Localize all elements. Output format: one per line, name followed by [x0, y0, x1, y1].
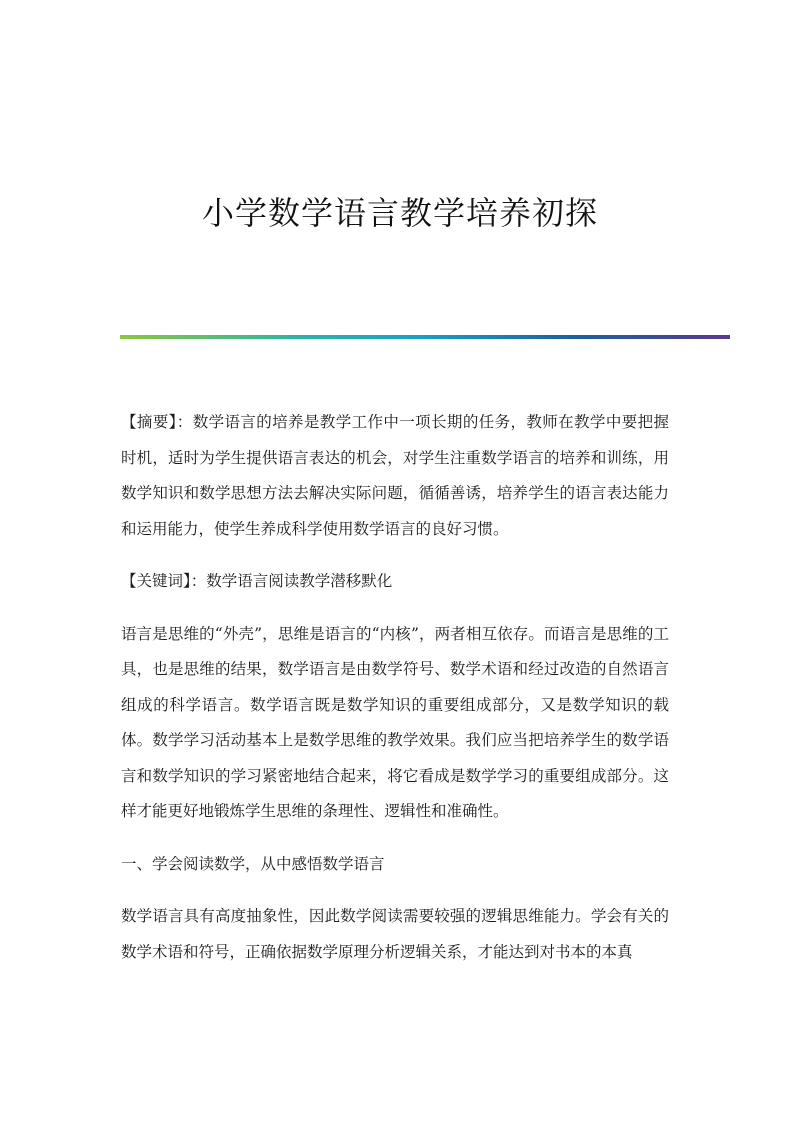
document-title: 小学数学语言教学培养初探 [201, 194, 598, 232]
gradient-divider [120, 335, 730, 339]
section-paragraph: 数学语言具有高度抽象性，因此数学阅读需要较强的逻辑思维能力。学会有关的数学术语和符号，正确依据数学原理分析逻辑关系，才能达到对书本的本真 [121, 907, 669, 961]
intro-paragraph: 语言是思维的“外壳”，思维是语言的“内核”，两者相互依存。而语言是思维的工具，也是思维的结果，数学语言是由数学符号、数学术语和经过改造的自然语言组成的科学语言。数学语言既是数学知识的重要组成部分，又是数学知识的载体。数学学习活动基本上是数学思维的教学效果。我们应当把培养学生的数学语言和数学知识的学习紧密地结合起来，将它看成是数学学习的重要组成部分。这样才能更好地锻炼学生思维的条理性、逻辑性和准确性。 [121, 624, 669, 820]
keywords-paragraph: 【关键词】：数学语言阅读教学潜移默化 [121, 572, 393, 590]
document-body [121, 405, 669, 987]
section-heading: 一、学会阅读数学，从中感悟数学语言 [121, 854, 385, 873]
abstract-paragraph: 【摘要】：数学语言的培养是教学工作中一项长期的任务，教师在教学中要把握时机，适时为学生提供语言表达的机会，对学生注重数学语言的培养和训练，用数学知识和数学思想方法去解决实际问题，循循善诱，培养学生的语言表达能力和运用能力，使学生养成科学使用数学语言的良好习惯。 [121, 413, 669, 538]
